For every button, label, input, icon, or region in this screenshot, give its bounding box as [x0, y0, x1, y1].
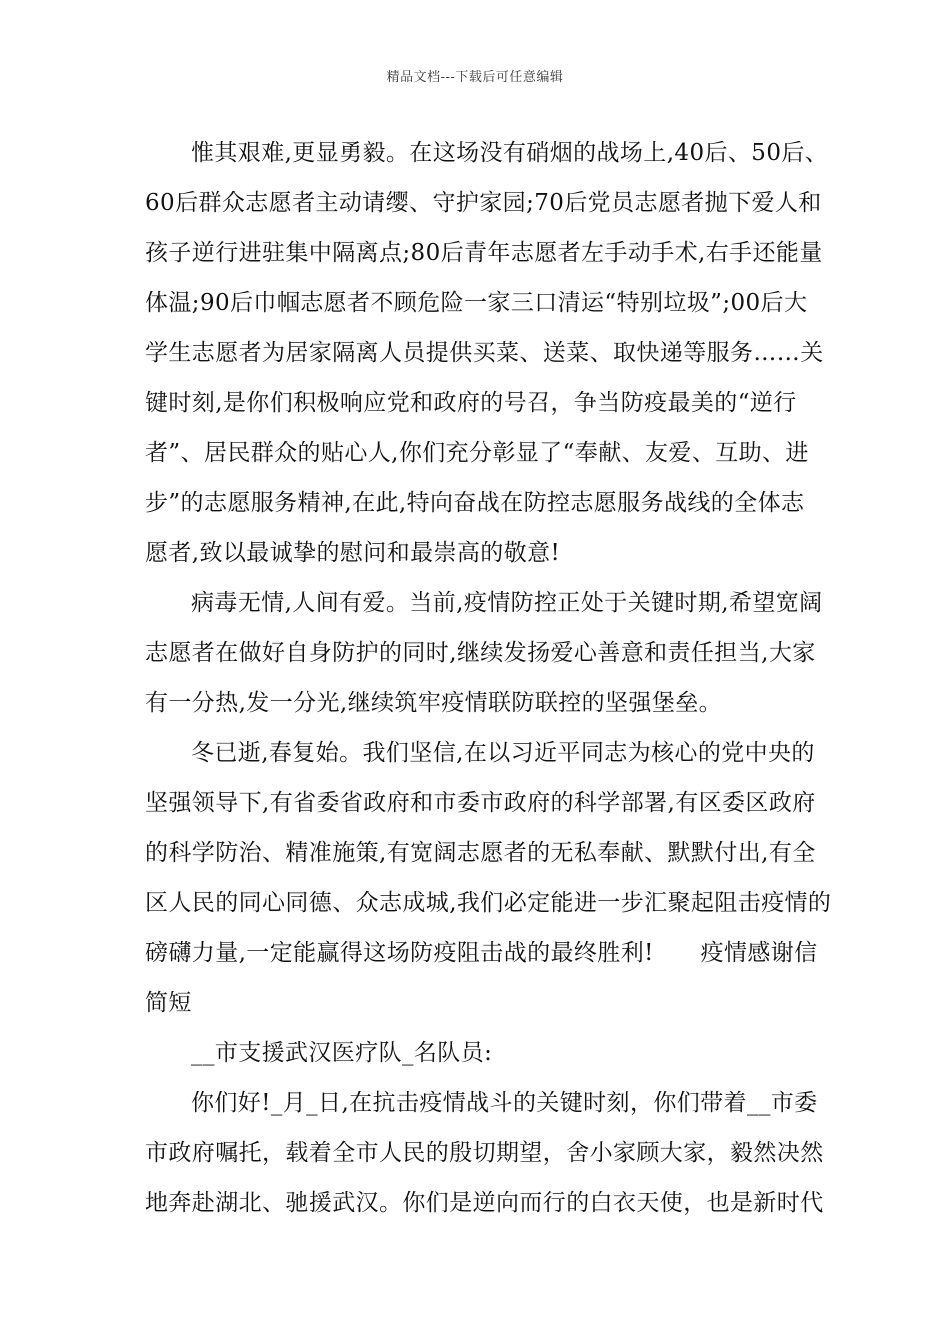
- paragraph-line: 坚强领导下,有省委省政府和市委市政府的科学部署,有区委区政府: [145, 790, 816, 816]
- paragraph-line: 的科学防治、精准施策,有宽阔志愿者的无私奉献、默默付出,有全: [145, 840, 816, 866]
- paragraph-line: 你们好!_月_日,在抗击疫情战斗的关键时刻，你们带着__市委: [191, 1090, 818, 1116]
- paragraph-line: 冬已逝,春复始。我们坚信,在以习近平同志为核心的党中央的: [191, 740, 815, 766]
- salutation-line: __市支援武汉医疗队_名队员:: [191, 1040, 493, 1066]
- paragraph-line: 键时刻,是你们积极响应党和政府的号召，争当防疫最美的“逆行: [145, 390, 797, 416]
- paragraph-line: 者”、居民群众的贴心人,你们充分彰显了“奉献、友爱、互助、进: [145, 440, 809, 466]
- paragraph-line: 惟其艰难,更显勇毅。在这场没有硝烟的战场上,40后、50后、: [191, 140, 829, 166]
- paragraph-line: 有一分热,发一分光,继续筑牢疫情联防联控的坚强堡垒。: [145, 690, 723, 716]
- page-header: 精品文档---下载后可任意编辑: [386, 70, 564, 85]
- paragraph-line: 志愿者在做好自身防护的同时,继续发扬爱心善意和责任担当,大家: [145, 640, 816, 666]
- paragraph-line: 体温;90后巾帼志愿者不顾危险一家三口清运“特别垃圾”;00后大: [145, 290, 808, 316]
- paragraph-line: 简短: [145, 990, 192, 1016]
- paragraph-line: 区人民的同心同德、众志成城,我们必定能进一步汇聚起阻击疫情的: [145, 890, 832, 916]
- paragraph-line: 孩子逆行进驻集中隔离点;80后青年志愿者左手动手术,右手还能量: [145, 240, 823, 266]
- paragraph-line: 病毒无情,人间有爱。当前,疫情防控正处于关键时期,希望宽阔: [191, 590, 823, 616]
- paragraph-line: 市政府嘱托，载着全市人民的殷切期望，舍小家顾大家，毅然决然: [145, 1140, 824, 1166]
- document-body: [145, 128, 832, 1228]
- paragraph-line: 步”的志愿服务精神,在此,特向奋战在防控志愿服务战线的全体志: [145, 490, 805, 516]
- paragraph-line: 磅礴力量,一定能赢得这场防疫阻击战的最终胜利! 疫情感谢信: [145, 940, 818, 966]
- paragraph-line: 愿者,致以最诚挚的慰问和最崇高的敬意!: [145, 540, 561, 566]
- paragraph-line: 地奔赴湖北、驰援武汉。你们是逆向而行的白衣天使，也是新时代: [145, 1190, 824, 1216]
- paragraph-line: 60后群众志愿者主动请缨、守护家园;70后党员志愿者抛下爱人和: [145, 190, 822, 216]
- paragraph-line: 学生志愿者为居家隔离人员提供买菜、送菜、取快递等服务……关: [145, 340, 824, 366]
